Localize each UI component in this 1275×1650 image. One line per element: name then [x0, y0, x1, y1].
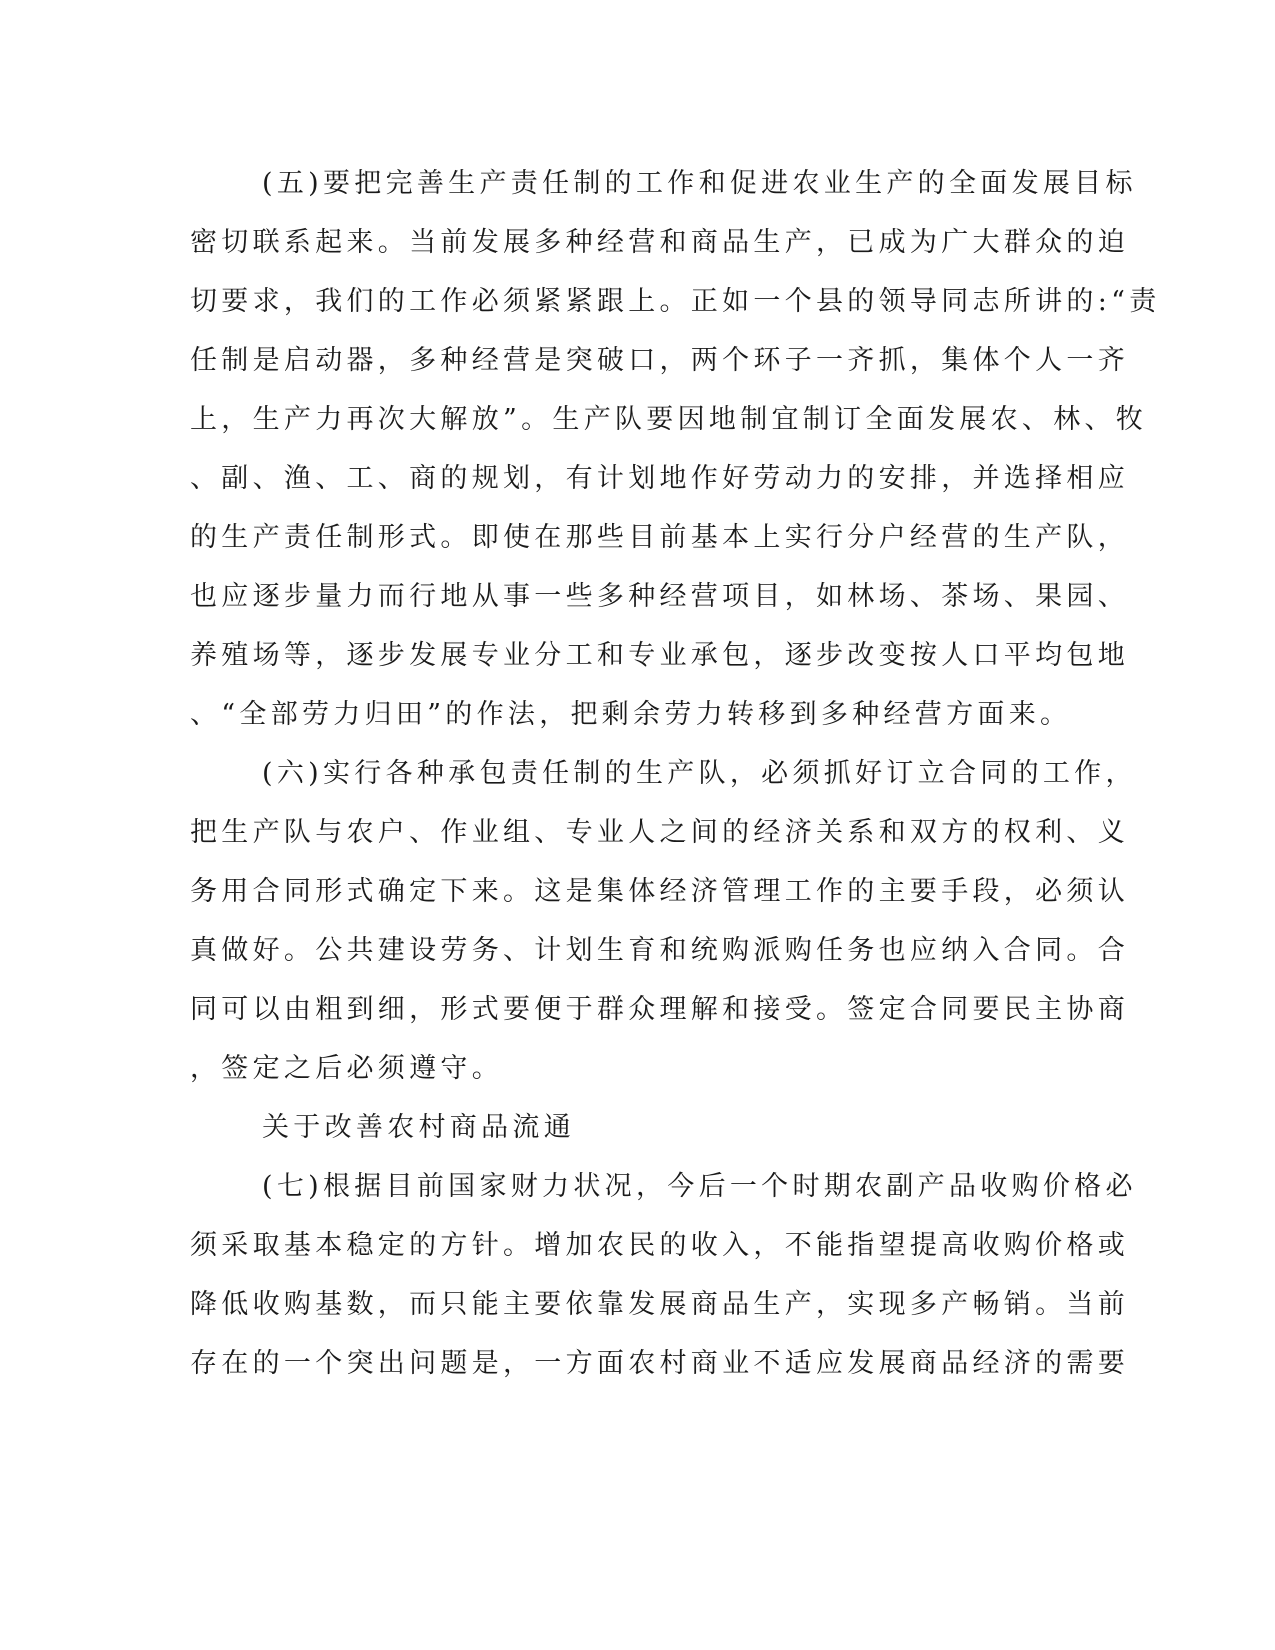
text-line: 、“全部劳力归田”的作法，把剩余劳力转移到多种经营方面来。: [190, 699, 1072, 730]
text-line: 真做好。公共建设劳务、计划生育和统购派购任务也应纳入合同。合: [190, 935, 1129, 966]
text-line: 、副、渔、工、商的规划，有计划地作好劳动力的安排，并选择相应: [190, 463, 1129, 494]
text-line: (六)实行各种承包责任制的生产队，必须抓好订立合同的工作，: [262, 758, 1137, 789]
text-line: 养殖场等，逐步发展专业分工和专业承包，逐步改变按人口平均包地: [190, 640, 1129, 671]
text-line: 任制是启动器，多种经营是突破口，两个环子一齐抓，集体个人一齐: [190, 345, 1129, 376]
text-line: 同可以由粗到细，形式要便于群众理解和接受。签定合同要民主协商: [190, 994, 1129, 1025]
text-line: 存在的一个突出问题是，一方面农村商业不适应发展商品经济的需要: [190, 1348, 1129, 1379]
text-line: 的生产责任制形式。即使在那些目前基本上实行分户经营的生产队，: [190, 522, 1129, 553]
text-line: (五)要把完善生产责任制的工作和促进农业生产的全面发展目标: [262, 168, 1137, 199]
text-line: 切要求，我们的工作必须紧紧跟上。正如一个县的领导同志所讲的:“责: [190, 286, 1161, 317]
text-line: 降低收购基数，而只能主要依靠发展商品生产，实现多产畅销。当前: [190, 1289, 1129, 1320]
text-line: ，签定之后必须遵守。: [190, 1053, 503, 1084]
text-line: 务用合同形式确定下来。这是集体经济管理工作的主要手段，必须认: [190, 876, 1129, 907]
text-line: 上，生产力再次大解放”。生产队要因地制宜制订全面发展农、林、牧: [190, 404, 1148, 435]
text-line: (七)根据目前国家财力状况，今后一个时期农副产品收购价格必: [262, 1171, 1137, 1202]
text-line: 须采取基本稳定的方针。增加农民的收入，不能指望提高收购价格或: [190, 1230, 1129, 1261]
text-line: 密切联系起来。当前发展多种经营和商品生产，已成为广大群众的迫: [190, 227, 1129, 258]
section-heading: 关于改善农村商品流通: [262, 1112, 575, 1143]
text-line: 也应逐步量力而行地从事一些多种经营项目，如林场、茶场、果园、: [190, 581, 1129, 612]
text-line: 把生产队与农户、作业组、专业人之间的经济关系和双方的权利、义: [190, 817, 1129, 848]
